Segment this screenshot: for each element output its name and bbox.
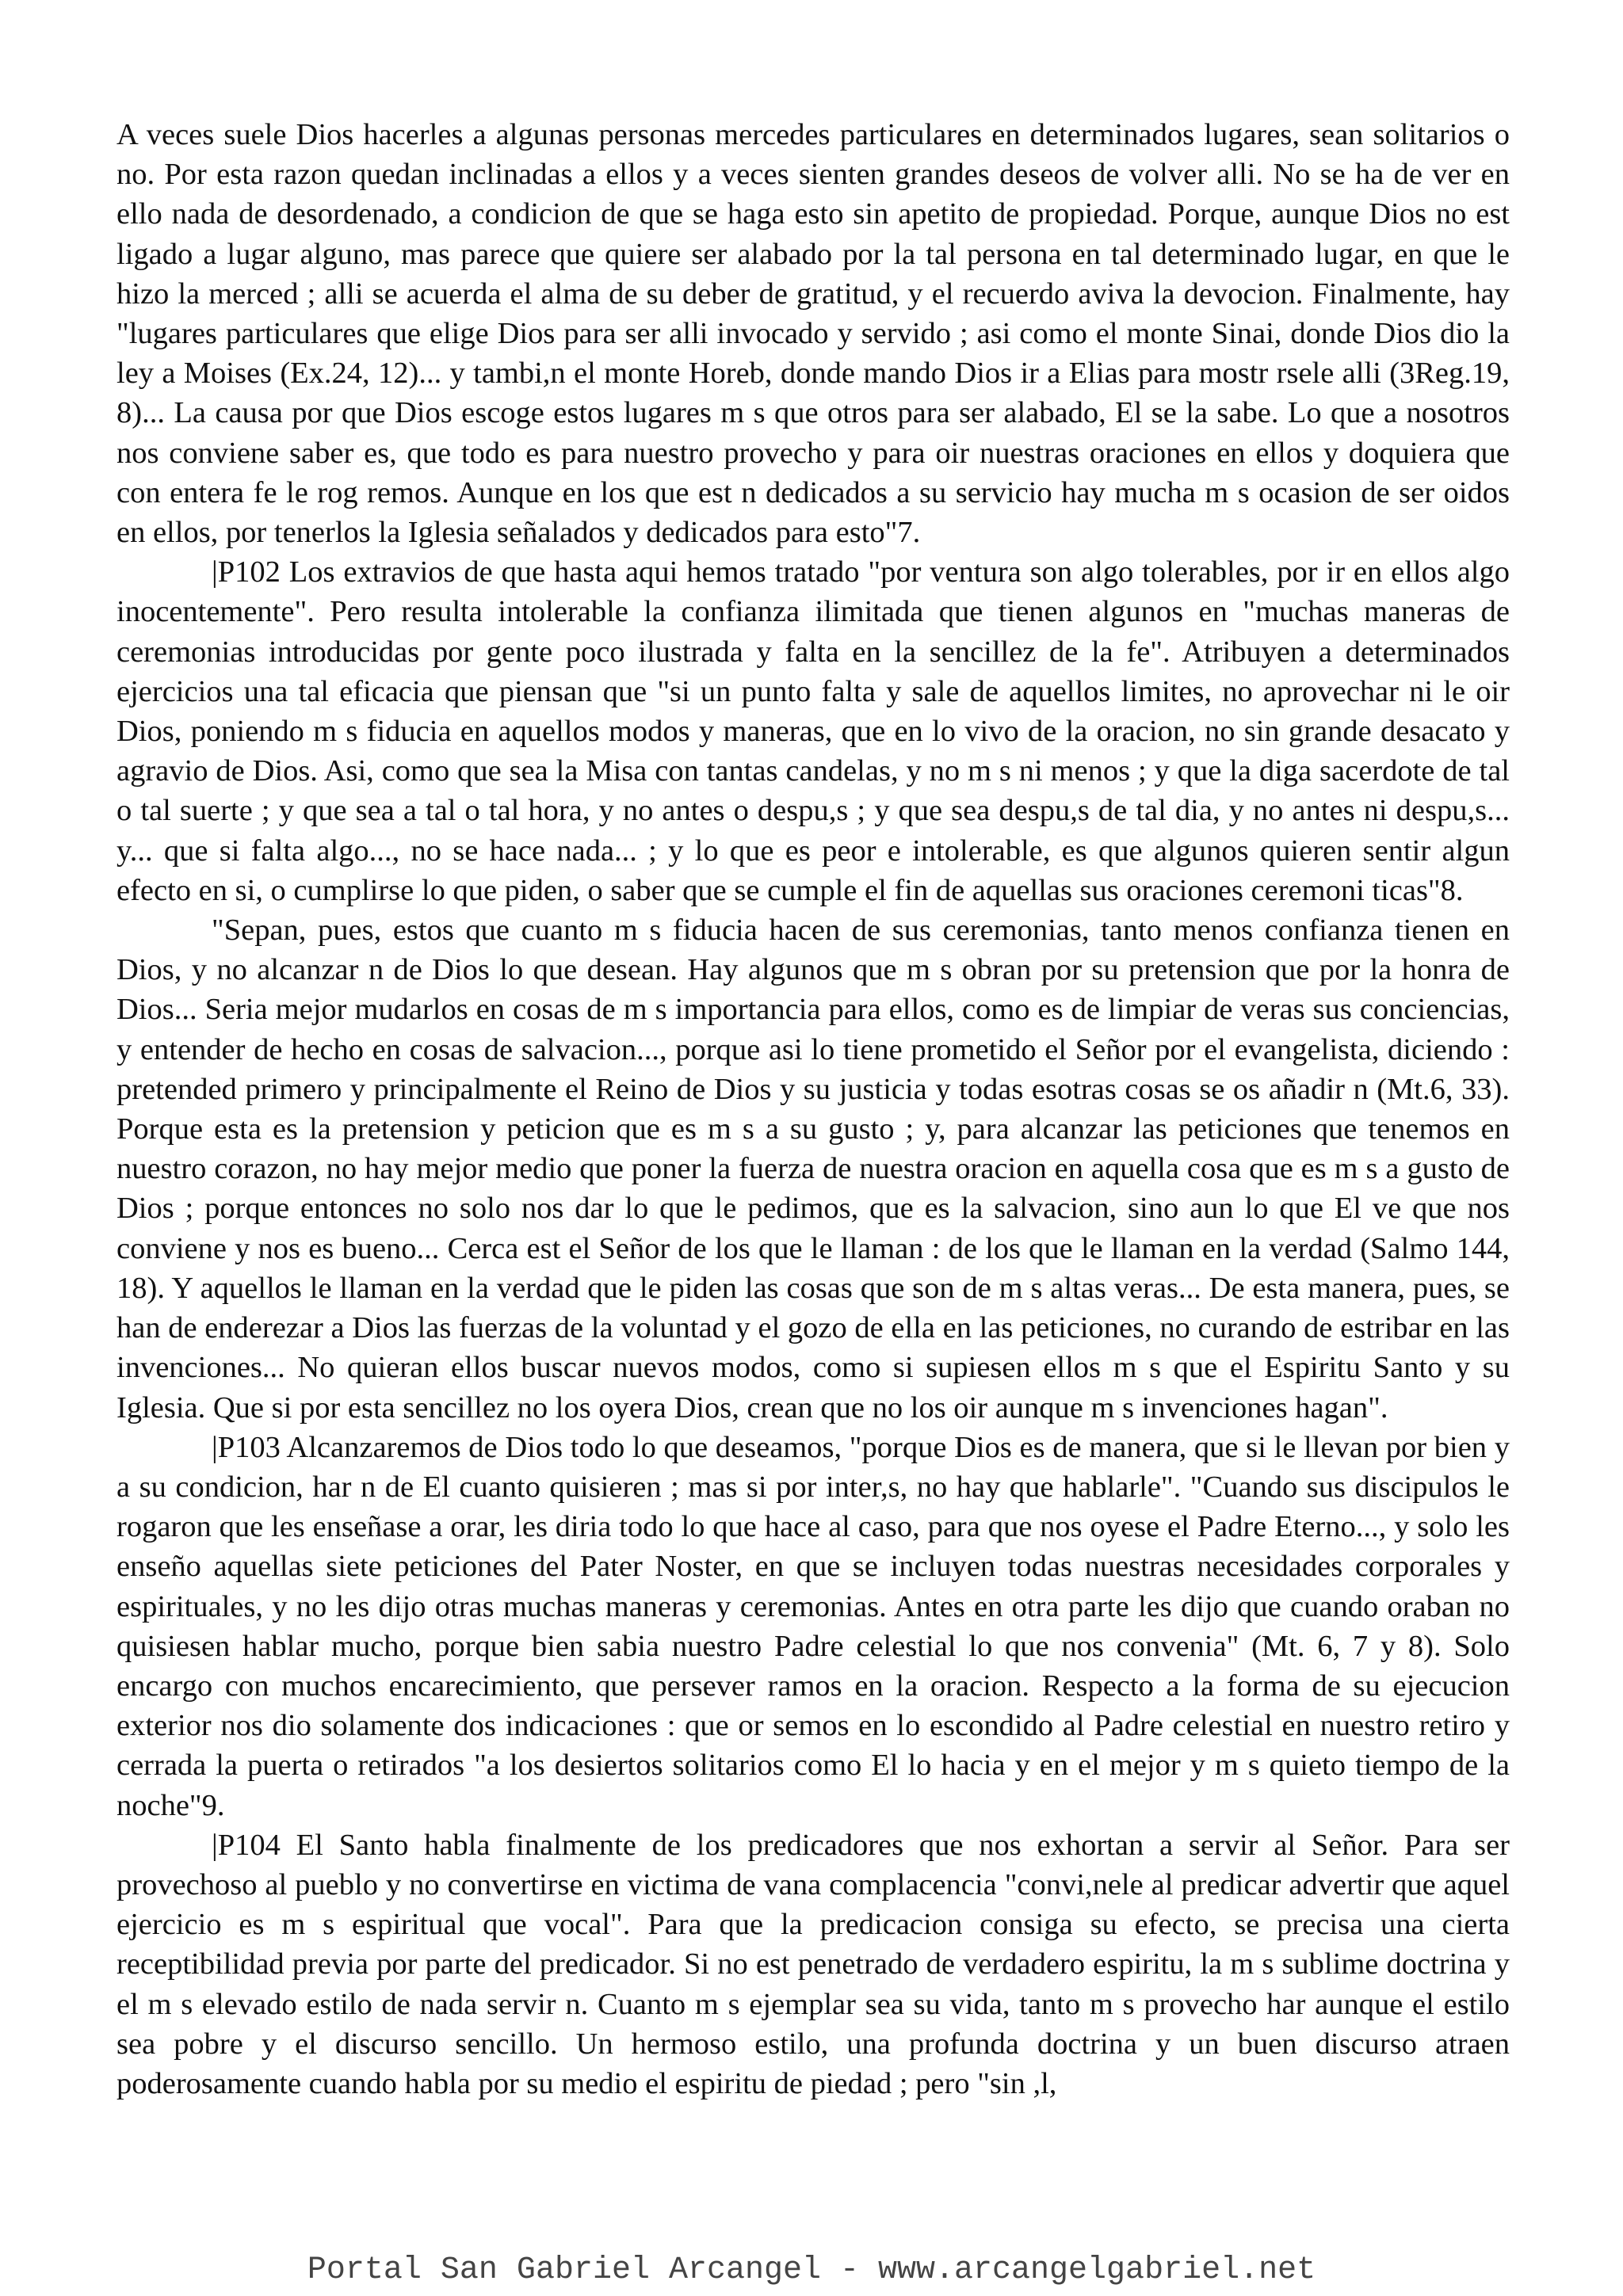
page-footer: Portal San Gabriel Arcangel - www.arcangelgabriel.net [307,2252,1316,2288]
paragraph-p103: |P103 Alcanzaremos de Dios todo lo que deseamos, "porque Dios es de manera, que si le llevan por bien y a su condicion, har n de El cuanto quisieren ; mas si por inter,s, no hay que hablarle". "Cuando sus discipulos le rogaron que les enseñase a orar, les diria todo lo que hace al caso, para que nos oyese el Padre Eterno..., y solo les enseño aquellas siete peticiones del Pater Noster, en que se incluyen todas nuestras necesidades corporales y espirituales, y no les dijo otras muchas maneras y ceremonias. Antes en otra parte les dijo que cuando oraban no quisiesen hablar mucho, porque bien sabia nuestro Padre celestial lo que nos convenia" (Mt. 6, 7 y 8). Solo encargo con muchos encarecimiento, que persever ramos en la oracion. Respecto a la forma de su ejecucion exterior nos dio solamente dos indicaciones : que or semos en lo escondido al Padre celestial en nuestro retiro y cerrada la puerta o retirados "a los desiertos solitarios como El lo hacia y en el mejor y m s quieto tiempo de la noche"9. [116,1430,1510,1822]
paragraph-p104: |P104 El Santo habla finalmente de los predicadores que nos exhortan a servir al Señor. Para ser provechoso al pueblo y no convertirse en victima de vana complacencia "convi,nele al predicar advertir que aquel ejercicio es m s espiritual que vocal". Para que la predicacion consiga su efecto, se precisa una cierta receptibilidad previa por parte del predicador. Si no est penetrado de verdadero espiritu, la m s sublime doctrina y el m s elevado estilo de nada servir n. Cuanto m s ejemplar sea su vida, tanto m s provecho har aunque el estilo sea pobre y el discurso sencillo. Un hermoso estilo, una profunda doctrina y un buen discurso atraen poderosamente cuando habla por su medio el espiritu de piedad ; pero "sin ,l, [116,1828,1510,2100]
paragraph-p102: |P102 Los extravios de que hasta aqui hemos tratado "por ventura son algo tolerables, por ir en ellos algo inocentemente". Pero resulta intolerable la confianza ilimitada que tienen algunos en "muchas maneras de ceremonias introducidas por gente poco ilustrada y falta en la sencillez de la fe". Atribuyen a determinados ejercicios una tal eficacia que piensan que "si un punto falta y sale de aquellos limites, no aprovechar ni le oir Dios, poniendo m s fiducia en aquellos modos y maneras, que en lo vivo de la oracion, no sin grande desacato y agravio de Dios. Asi, como que sea la Misa con tantas candelas, y no m s ni menos ; y que la diga sacerdote de tal o tal suerte ; y que sea a tal o tal hora, y no antes o despu,s ; y que sea despu,s de tal dia, y no antes ni despu,s... y... que si falta algo..., no se hace nada... ; y lo que es peor e intolerable, es que algunos quieren sentir algun efecto en si, o cumplirse lo que piden, o saber que se cumple el fin de aquellas sus oraciones ceremoni ticas"8. [116,555,1510,907]
paragraph-3: "Sepan, pues, estos que cuanto m s fiducia hacen de sus ceremonias, tanto menos confianza tienen en Dios, y no alcanzar n de Dios lo que desean. Hay algunos que m s obran por su pretension que por la honra de Dios... Seria mejor mudarlos en cosas de m s importancia para ellos, como es de limpiar de veras sus conciencias, y entender de hecho en cosas de salvacion..., porque asi lo tiene prometido el Señor por el evangelista, diciendo : pretended primero y principalmente el Reino de Dios y su justicia y todas esotras cosas se os añadir n (Mt.6, 33). Porque esta es la pretension y peticion que es m s a su gusto ; y, para alcanzar las peticiones que tenemos en nuestro corazon, no hay mejor medio que poner la fuerza de nuestra oracion en aquella cosa que es m s a gusto de Dios ; porque entonces no solo nos dar lo que le pedimos, que es la salvacion, sino aun lo que El ve que nos conviene y nos es bueno... Cerca est el Señor de los que le llaman : de los que le llaman en la verdad (Salmo 144, 18). Y aquellos le llaman en la verdad que le piden las cosas que son de m s altas veras... De esta manera, pues, se han de enderezar a Dios las fuerzas de la voluntad y el gozo de ella en las peticiones, no curando de estribar en las invenciones... No quieran ellos buscar nuevos modos, como si supiesen ellos m s que el Espiritu Santo y su Iglesia. Que si por esta sencillez no los oyera Dios, crean que no los oir aunque m s invenciones hagan". [116,913,1510,1425]
body-text [116,115,1510,2103]
paragraph-1: A veces suele Dios hacerles a algunas personas mercedes particulares en determinados lugares, sean solitarios o no. Por esta razon quedan inclinadas a ellos y a veces sienten grandes deseos de volver alli. No se ha de ver en ello nada de desordenado, a condicion de que se haga esto sin apetito de propiedad. Porque, aunque Dios no est ligado a lugar alguno, mas parece que quiere ser alabado por la tal persona en tal determinado lugar, en que le hizo la merced ; alli se acuerda el alma de su deber de gratitud, y el recuerdo aviva la devocion. Finalmente, hay "lugares particulares que elige Dios para ser alli invocado y servido ; asi como el monte Sinai, donde Dios dio la ley a Moises (Ex.24, 12)... y tambi,n el monte Horeb, donde mando Dios ir a Elias para mostr rsele alli (3Reg.19, 8)... La causa por que Dios escoge estos lugares m s que otros para ser alabado, El se la sabe. Lo que a nosotros nos conviene saber es, que todo es para nuestro provecho y para oir nuestras oraciones en ellos y doquiera que con entera fe le rog remos. Aunque en los que est n dedicados a su servicio hay mucha m s ocasion de ser oidos en ellos, por tenerlos la Iglesia señalados y dedicados para esto"7. [116,118,1510,550]
